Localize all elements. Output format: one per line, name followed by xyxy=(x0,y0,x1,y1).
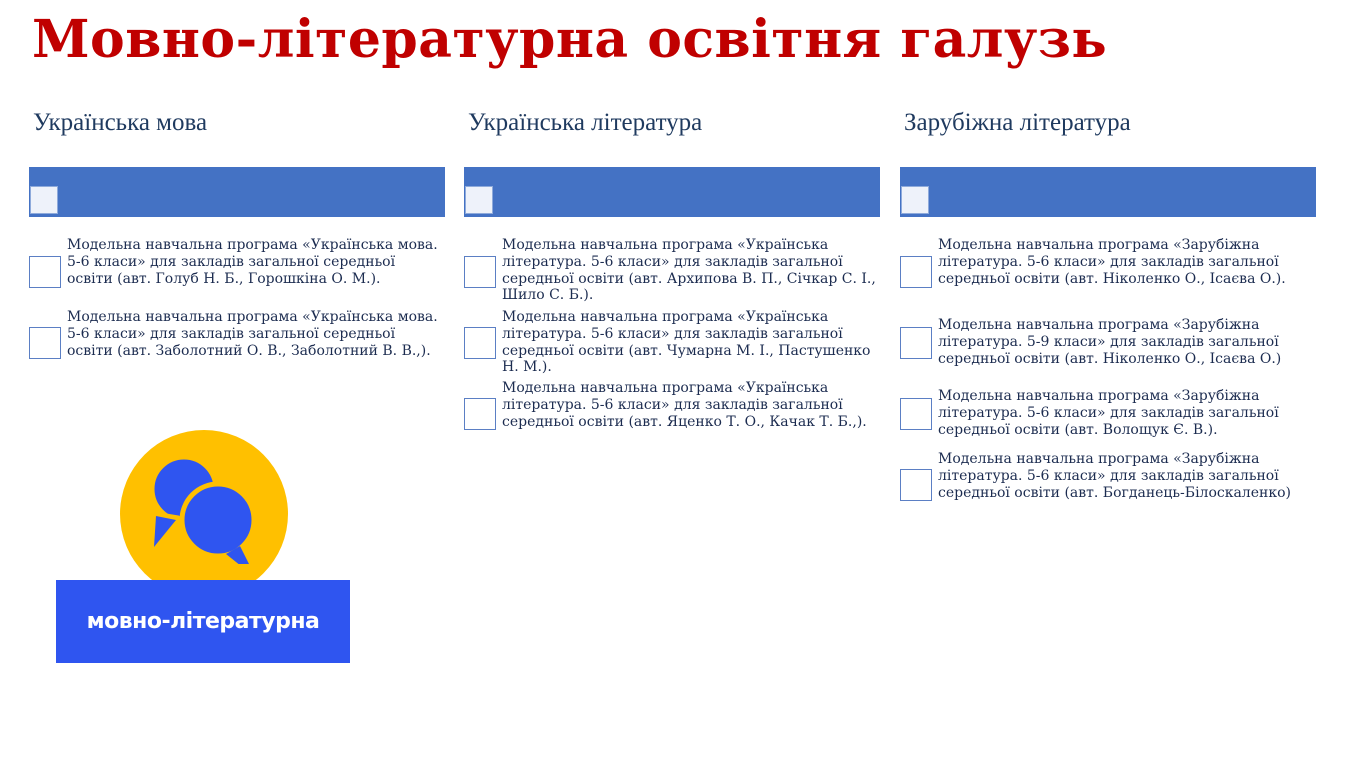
item-checkbox[interactable] xyxy=(464,256,496,288)
header-checkbox[interactable] xyxy=(901,186,929,214)
item-text: Модельна навчальна програма «Зарубіжна література. 5-6 класи» для закладів загальної середньої освіти (авт. Богданець-Білоскаленко) xyxy=(938,451,1291,501)
item-text: Модельна навчальна програма «Зарубіжна література. 5-9 класи» для закладів загальної середньої освіти (авт. Ніколенко О., Ісаєва О.) xyxy=(938,317,1282,367)
item-text: Модельна навчальна програма «Українська мова. 5-6 класи» для закладів загальної середньої освіти (авт. Голуб Н. Б., Горошкіна О. М.). xyxy=(67,237,438,287)
column-heading: Зарубіжна література xyxy=(904,109,1131,136)
item-checkbox[interactable] xyxy=(29,256,61,288)
item-text: Модельна навчальна програма «Українська мова. 5-6 класи» для закладів загальної середньої освіти (авт. Заболотний О. В., Заболотний В. В.,). xyxy=(67,309,438,359)
item-text: Модельна навчальна програма «Українська література. 5-6 класи» для закладів загальної середньої освіти (авт. Яценко Т. О., Качак Т. Б.,). xyxy=(502,380,867,430)
speech-bubbles-icon xyxy=(146,454,266,564)
column-header-bar xyxy=(900,167,1316,217)
subject-area-logo xyxy=(56,430,350,663)
column-header-bar xyxy=(29,167,445,217)
item-text: Модельна навчальна програма «Українська література. 5-6 класи» для закладів загальної середньої освіти (авт. Чумарна М. І., Пастушенко Н. М.). xyxy=(502,309,871,376)
item-text: Модельна навчальна програма «Зарубіжна література. 5-6 класи» для закладів загальної середньої освіти (авт. Ніколенко О., Ісаєва О.). xyxy=(938,237,1286,287)
header-checkbox[interactable] xyxy=(465,186,493,214)
item-text: Модельна навчальна програма «Українська література. 5-6 класи» для закладів загальної середньої освіти (авт. Архипова В. П., Січкар С. І., Шило С. Б.). xyxy=(502,237,876,304)
header-checkbox[interactable] xyxy=(30,186,58,214)
slide-title: Мовно-літературна освітня галузь xyxy=(32,9,1108,70)
item-checkbox[interactable] xyxy=(900,256,932,288)
item-checkbox[interactable] xyxy=(464,327,496,359)
item-checkbox[interactable] xyxy=(900,398,932,430)
column-header-bar xyxy=(464,167,880,217)
item-checkbox[interactable] xyxy=(464,398,496,430)
column-heading: Українська література xyxy=(468,109,703,136)
item-checkbox[interactable] xyxy=(900,327,932,359)
item-text: Модельна навчальна програма «Зарубіжна література. 5-6 класи» для закладів загальної середньої освіти (авт. Волощук Є. В.). xyxy=(938,388,1279,438)
item-checkbox[interactable] xyxy=(29,327,61,359)
column-heading: Українська мова xyxy=(33,109,208,136)
item-checkbox[interactable] xyxy=(900,469,932,501)
logo-label: мовно-літературна xyxy=(56,580,350,663)
